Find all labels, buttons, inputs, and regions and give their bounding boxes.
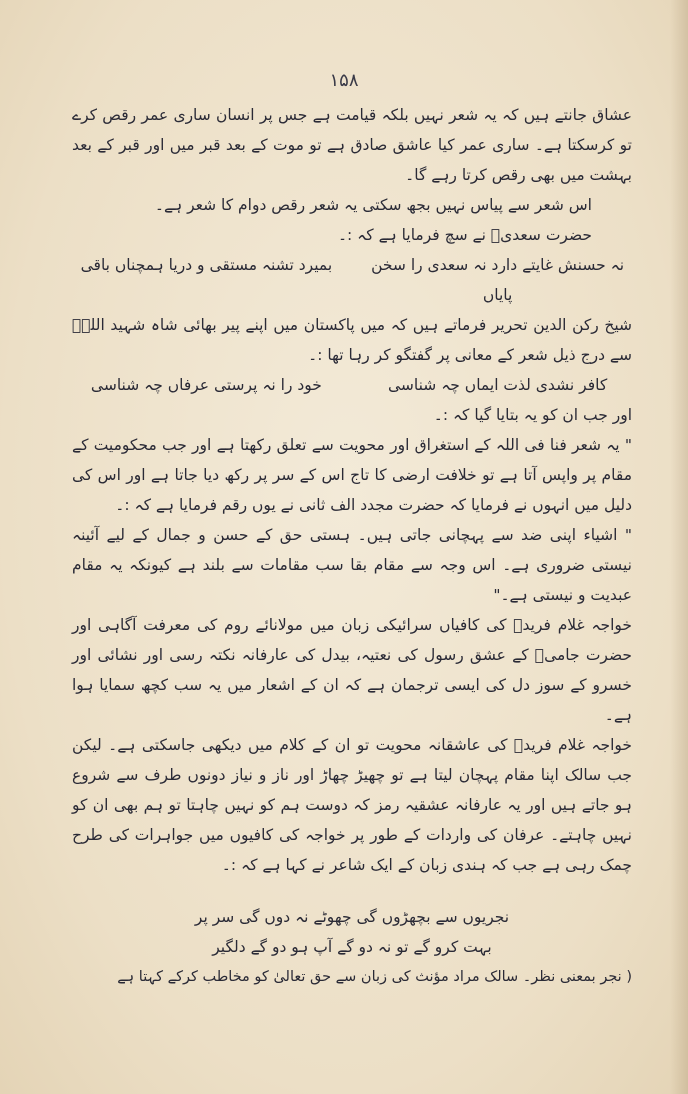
page-edge-shadow xyxy=(670,0,688,1094)
spacer xyxy=(72,880,632,902)
couplet-2-right: کافر نشدی لذت ایماں چہ شناسی xyxy=(388,376,608,394)
paragraph-2: شیخ رکن الدین تحریر فرماتے ہیں کہ میں پاکستان میں اپنے پیر بھائی شاہ شہید اللہؒ سے درج ذیل شعر کے معانی پر گفتگو کر رہا تھا :۔ xyxy=(72,316,632,364)
footnote: ( نجر بمعنی نظر۔ سالک مراد مؤنث کی زبان سے حق تعالیٰ کو مخاطب کرکے کہتا ہے xyxy=(117,969,632,985)
couplet-2 xyxy=(72,370,632,400)
paragraph-1: عشاق جانتے ہیں کہ یہ شعر نہیں بلکہ قیامت ہے جس پر انسان ساری عمر رقص کرے تو کرسکتا ہے۔ ساری عمر کیا عاشق صادق ہے تو موت کے بعد قبر میں اور قبر کے بعد بہشت میں بھی رقص کرتا رہے گا۔ xyxy=(72,106,632,184)
paragraph-7: خواجہ غلام فریدؒ کی عاشقانہ محویت تو ان کے کلام میں دیکھی جاسکتی ہے۔ لیکن جب سالک اپنا مقام پہچان لیتا ہے تو چھیڑ چھاڑ اور ناز و نیاز دونوں طرف سے شروع ہو جاتے ہیں اور یہ عارفانہ عشقیہ رمز کہ دوست ہم کو نہیں چاہتا تو ہم بھی ان کو نہیں چاہتے۔ عرفان کی واردات کے طور پر خواجہ کی کافیوں میں جواہرات کی طرح چمک رہی ہے جب کہ ہندی زبان کے ایک شاعر نے کہا ہے کہ :۔ xyxy=(72,736,632,874)
paragraph-4: " یہ شعر فنا فی اللہ کے استغراق اور محویت سے تعلق رکھتا ہے اور جب محکومیت کے مقام پر واپس آتا ہے تو خلافت ارضی کا تاج اس کے سر پر رکھ دیا جاتا ہے اور اس کی دلیل میں انہوں نے فرمایا کہ حضرت مجدد الف ثانی نے یوں رقم فرمایا ہے کہ :۔ xyxy=(72,436,632,514)
paragraph-1b: اس شعر سے پیاس نہیں بجھ سکتی یہ شعر رقص دوام کا شعر ہے۔ xyxy=(154,196,592,214)
page-body xyxy=(72,100,632,992)
paragraph-1c: حضرت سعدیؒ نے سچ فرمایا ہے کہ :۔ xyxy=(337,226,592,244)
paragraph-5: " اشیاء اپنی ضد سے پہچانی جاتی ہیں۔ ہستی حق کے حسن و جمال کے لیے آئینہ نیستی ضروری ہے۔ اس وجہ سے مقام بقا سب مقامات سے بلند ہے کیونکہ یہ مقام عبدیت و نیستی ہے۔" xyxy=(72,526,632,604)
couplet-2-left: خود را نہ پرستی عرفاں چہ شناسی xyxy=(90,376,322,394)
verse-line-1: نجریوں سے بچھڑوں گی چھوٹے نہ دوں گی سر پر xyxy=(194,908,510,926)
couplet-1-left: بمیرد تشنہ مستقی و دریا ہمچناں باقی xyxy=(80,256,333,274)
paragraph-6: خواجہ غلام فریدؒ کی کافیاں سرائیکی زبان میں مولانائے روم کی معرفت آگاہی اور حضرت جامیؒ کے عشق رسول کی نعتیہ، بیدل کی عارفانہ نکتہ رسی اور نشائی اور خسرو کے سوز دل کی ایسی ترجمان ہے کہ ان کے اشعار میں یہ سب کچھ سمایا ہوا ہے۔ xyxy=(72,616,632,724)
paragraph-3: اور جب ان کو یہ بتایا گیا کہ :۔ xyxy=(433,406,632,424)
verse-line-2: بہت کرو گے تو نہ دو گے آپ ہو دو گے دلگیر xyxy=(212,938,492,956)
couplet-1-right: نہ حسنش غایتے دارد نہ سعدی را سخن پایاں xyxy=(371,256,625,304)
couplet-1 xyxy=(72,250,632,310)
page-number: ۱۵۸ xyxy=(329,70,359,91)
